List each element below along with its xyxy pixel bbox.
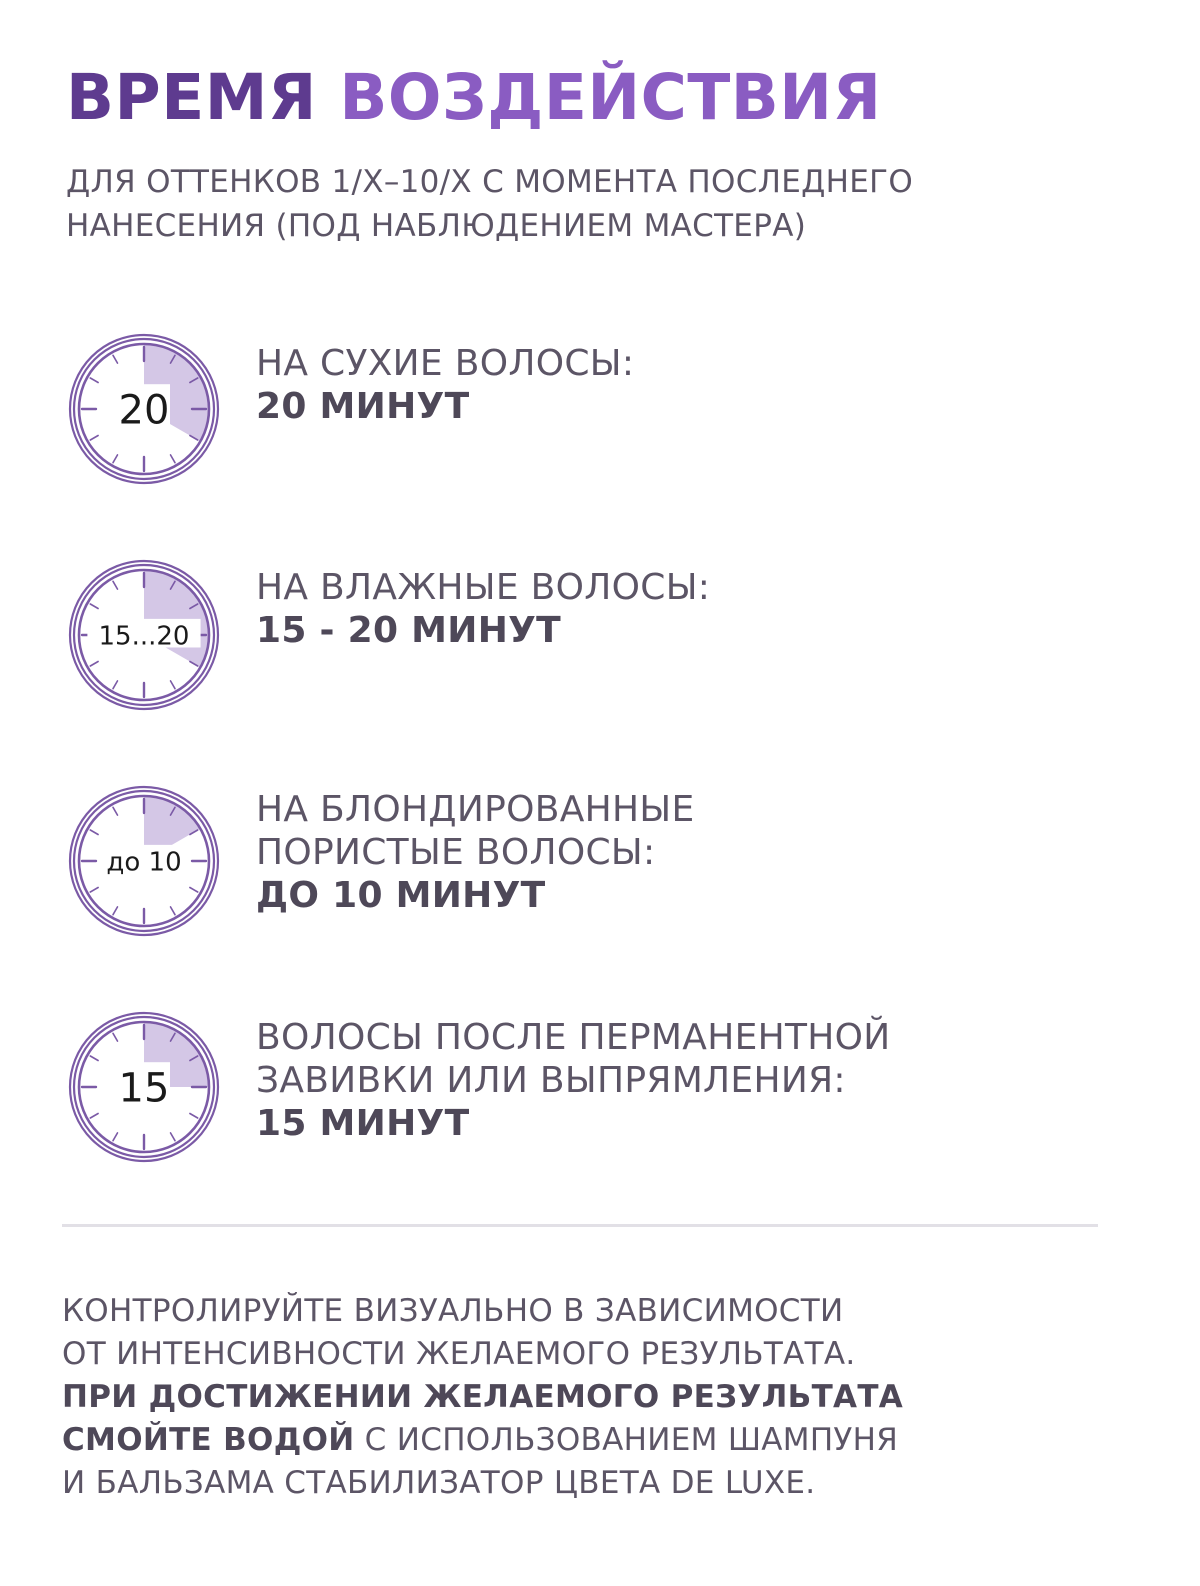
- timer-label: 20: [118, 387, 170, 434]
- footer-line-3: ПРИ ДОСТИЖЕНИИ ЖЕЛАЕМОГО РЕЗУЛЬТАТА: [62, 1379, 904, 1415]
- divider: [62, 1224, 1098, 1227]
- timer-tick: [113, 907, 118, 915]
- timer-tick: [90, 378, 98, 383]
- timer-tick: [190, 1114, 198, 1119]
- exposure-condition: ЗАВИВКИ ИЛИ ВЫПРЯМЛЕНИЯ:: [256, 1060, 846, 1101]
- exposure-duration: 15 МИНУТ: [256, 1103, 470, 1144]
- exposure-condition: НА ВЛАЖНЫЕ ВОЛОСЫ:: [256, 567, 711, 608]
- timer-label: 15...20: [98, 621, 190, 652]
- exposure-condition: ПОРИСТЫЕ ВОЛОСЫ:: [256, 832, 656, 873]
- timer-label: до 10: [106, 847, 182, 878]
- timer-tick: [171, 455, 176, 463]
- timer-tick: [171, 1133, 176, 1141]
- exposure-duration: 15 - 20 МИНУТ: [256, 610, 562, 651]
- timer-tick: [113, 681, 118, 689]
- timer-tick: [90, 888, 98, 893]
- timer-tick: [113, 581, 118, 589]
- timer-tick: [90, 1114, 98, 1119]
- timer-tick: [171, 907, 176, 915]
- footer-line-4-rest: С ИСПОЛЬЗОВАНИЕМ ШАМПУНЯ: [354, 1422, 899, 1458]
- timer-label: 15: [118, 1065, 170, 1112]
- timer-tick: [113, 1133, 118, 1141]
- footer-line-4: [62, 1419, 1162, 1462]
- exposure-item-text: [256, 788, 1156, 917]
- timer-icon: [67, 784, 221, 938]
- timer-tick: [90, 436, 98, 441]
- exposure-item-text: [256, 342, 1156, 428]
- timer-tick: [113, 355, 118, 363]
- exposure-item-text: [256, 1016, 1156, 1145]
- title-part-2: ВОЗДЕЙСТВИЯ: [339, 61, 882, 134]
- exposure-condition: НА БЛОНДИРОВАННЫЕ: [256, 789, 695, 830]
- subtitle-line-2: НАНЕСЕНИЯ (ПОД НАБЛЮДЕНИЕМ МАСТЕРА): [66, 208, 807, 244]
- footer-line-2: ОТ ИНТЕНСИВНОСТИ ЖЕЛАЕМОГО РЕЗУЛЬТАТА.: [62, 1336, 856, 1372]
- timer-tick: [90, 1056, 98, 1061]
- footer-line-4-bold: СМОЙТЕ ВОДОЙ: [62, 1422, 355, 1458]
- timer-tick: [113, 455, 118, 463]
- page-title: [66, 58, 882, 138]
- timer-tick: [190, 888, 198, 893]
- footer-note: [62, 1290, 1162, 1505]
- subtitle: [66, 160, 1116, 248]
- subtitle-line-1: ДЛЯ ОТТЕНКОВ 1/Х–10/Х С МОМЕНТА ПОСЛЕДНЕГО: [66, 164, 914, 200]
- exposure-duration: 20 МИНУТ: [256, 386, 470, 427]
- timer-tick: [113, 1033, 118, 1041]
- timer-icon: [67, 558, 221, 712]
- footer-line-1: КОНТРОЛИРУЙТЕ ВИЗУАЛЬНО В ЗАВИСИМОСТИ: [62, 1293, 844, 1329]
- exposure-item-text: [256, 566, 1156, 652]
- timer-tick: [171, 681, 176, 689]
- timer-tick: [90, 830, 98, 835]
- footer-line-5: И БАЛЬЗАМА СТАБИЛИЗАТОР ЦВЕТА DE LUXE.: [62, 1465, 816, 1501]
- title-part-1: ВРЕМЯ: [66, 61, 317, 134]
- exposure-duration: ДО 10 МИНУТ: [256, 875, 546, 916]
- timer-icon: [67, 1010, 221, 1164]
- exposure-condition: НА СУХИЕ ВОЛОСЫ:: [256, 343, 635, 384]
- exposure-condition: ВОЛОСЫ ПОСЛЕ ПЕРМАНЕНТНОЙ: [256, 1017, 891, 1058]
- timer-tick: [90, 662, 98, 667]
- timer-tick: [113, 807, 118, 815]
- timer-icon: [67, 332, 221, 486]
- timer-tick: [90, 604, 98, 609]
